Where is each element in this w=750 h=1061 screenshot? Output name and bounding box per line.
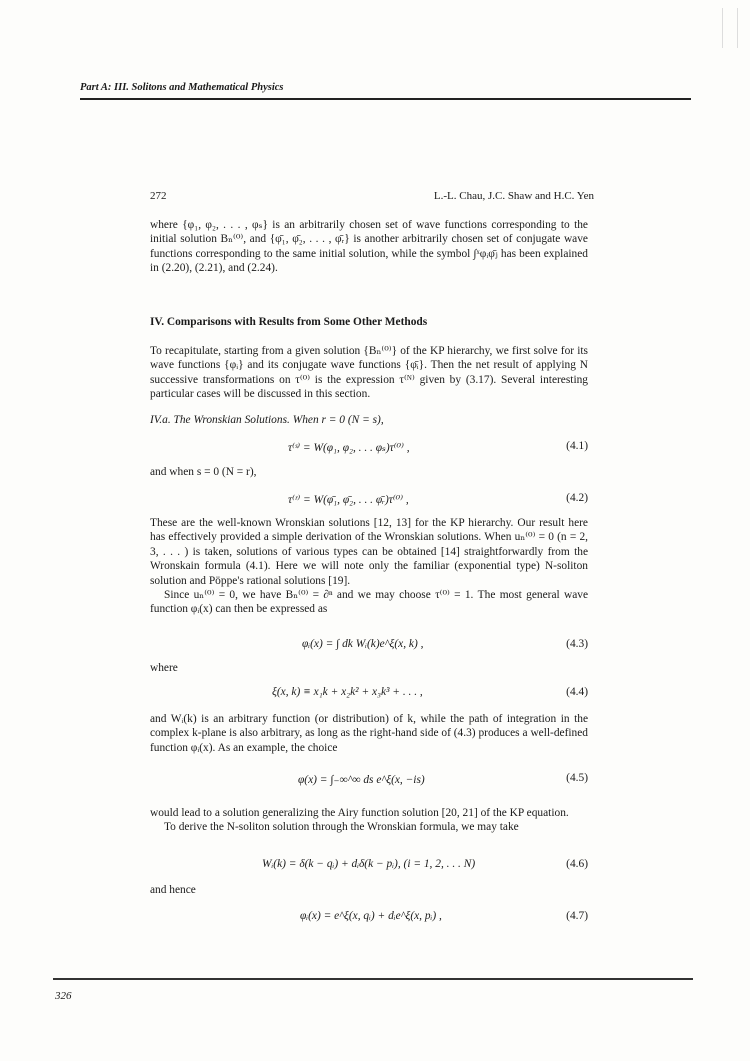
- equation-expression: φᵢ(x) = e^ξ(x, qᵢ) + dᵢe^ξ(x, pᵢ) ,: [300, 910, 442, 922]
- equation-expression: φ(x) = ∫₋∞^∞ ds e^ξ(x, −is): [298, 774, 425, 786]
- equation-number: (4.5): [566, 772, 588, 784]
- equation-number: (4.2): [566, 492, 588, 504]
- paragraph-intro: [150, 218, 588, 276]
- header-rule: [80, 98, 691, 100]
- paragraph-text: would lead to a solution generalizing the Airy function solution [20, 21] of the KP equation.: [150, 807, 569, 819]
- footer-rule: [53, 978, 693, 980]
- section-title: IV. Comparisons with Results from Some Other Methods: [150, 316, 428, 328]
- connective-text: where: [150, 662, 178, 674]
- paragraph-text: These are the well-known Wronskian solutions [12, 13] for the KP hierarchy. Our result here has effectively provided a simple derivation of the Wronskian solutions. When uₙ⁽⁰⁾ = 0 (n = 2, 3, . . . ) is taken, solutions of various types can be obtained [14] straightforwardly from the Wronskain formula (4.1). Here we will note only the familiar (exponential type) N-soliton solution and Pöppe's rational solutions [19].: [150, 517, 588, 587]
- equation-number: (4.6): [566, 858, 588, 870]
- equation-4-5: [150, 772, 588, 794]
- equation-number: (4.4): [566, 686, 588, 698]
- paragraph-text: To derive the N-soliton solution through the Wronskian formula, we may take: [164, 821, 519, 834]
- paragraph-recap: [150, 344, 588, 402]
- folio-number: 326: [55, 990, 72, 1002]
- equation-expression: τ⁽ˢ⁾ = W(φ₁, φ₂, . . . φₛ)τ⁽⁰⁾ ,: [288, 442, 410, 454]
- connective-text: and hence: [150, 884, 196, 896]
- equation-4-2: [150, 492, 588, 514]
- equation-4-3: [150, 638, 588, 660]
- equation-4-7: [150, 910, 588, 932]
- page-edge-mark: [722, 8, 738, 48]
- subsection-lead: IV.a. The Wronskian Solutions. When r = 0 (N = s),: [150, 414, 384, 426]
- paragraph-text: To recapitulate, starting from a given solution {Bₙ⁽⁰⁾} of the KP hierarchy, we first solve for its wave functions {φᵢ} and its conjugate wave functions {φ̄ᵢ}. Then the net result of applying N successive transformations on τ⁽⁰⁾ is the expression τ⁽ᴺ⁾ given by (3.17). Several interesting particular cases will be discussed in this section.: [150, 345, 588, 401]
- equation-expression: τ⁽ʳ⁾ = W(φ̄₁, φ̄₂, . . . φ̄ᵣ)τ⁽⁰⁾ ,: [288, 494, 409, 506]
- equation-expression: φᵢ(x) = ∫ dk Wᵢ(k)e^ξ(x, k) ,: [302, 638, 424, 650]
- paragraph-text: Since uₙ⁽⁰⁾ = 0, we have Bₙ⁽⁰⁾ = ∂ⁿ and we may choose τ⁽⁰⁾ = 1. The most general wave function φᵢ(x) can then be expressed as: [150, 589, 588, 616]
- equation-number: (4.7): [566, 910, 588, 922]
- equation-expression: ξ(x, k) ≡ x₁k + x₂k² + x₃k³ + . . . ,: [272, 686, 423, 698]
- paragraph-airy: [150, 806, 588, 835]
- equation-4-1: [150, 440, 588, 462]
- equation-expression: Wᵢ(k) = δ(k − qᵢ) + dᵢδ(k − pᵢ), (i = 1, 2, . . . N): [262, 858, 476, 870]
- running-head: Part A: III. Solitons and Mathematical Physics: [80, 82, 284, 93]
- paragraph-text: where {φ₁, φ₂, . . . , φₛ} is an arbitrarily chosen set of wave functions corresponding to the initial solution Bₙ⁽⁰⁾, and {φ̄₁, φ̄₂, . . . , φ̄ᵣ} is another arbitrarily chosen set of conjugate wave functions corresponding to the same initial solution, while the symbol ∫ˣφᵢφ̄ⱼ has been explained in (2.20), (2.21), and (2.24).: [150, 219, 588, 275]
- connective-text: and when s = 0 (N = r),: [150, 466, 257, 478]
- equation-number: (4.3): [566, 638, 588, 650]
- equation-4-6: [150, 858, 588, 880]
- equation-number: (4.1): [566, 440, 588, 452]
- equation-4-4: [150, 686, 588, 708]
- paragraph-wronskian: [150, 516, 588, 617]
- paragraph-text: and Wᵢ(k) is an arbitrary function (or distribution) of k, while the path of integration in the complex k-plane is also arbitrary, as long as the right-hand side of (4.3) produces a well-defined function φᵢ(x). As an example, the choice: [150, 713, 588, 754]
- page-number: 272: [150, 190, 167, 202]
- author-line: L.-L. Chau, J.C. Shaw and H.C. Yen: [433, 190, 594, 202]
- paragraph-arbitrary: [150, 712, 588, 755]
